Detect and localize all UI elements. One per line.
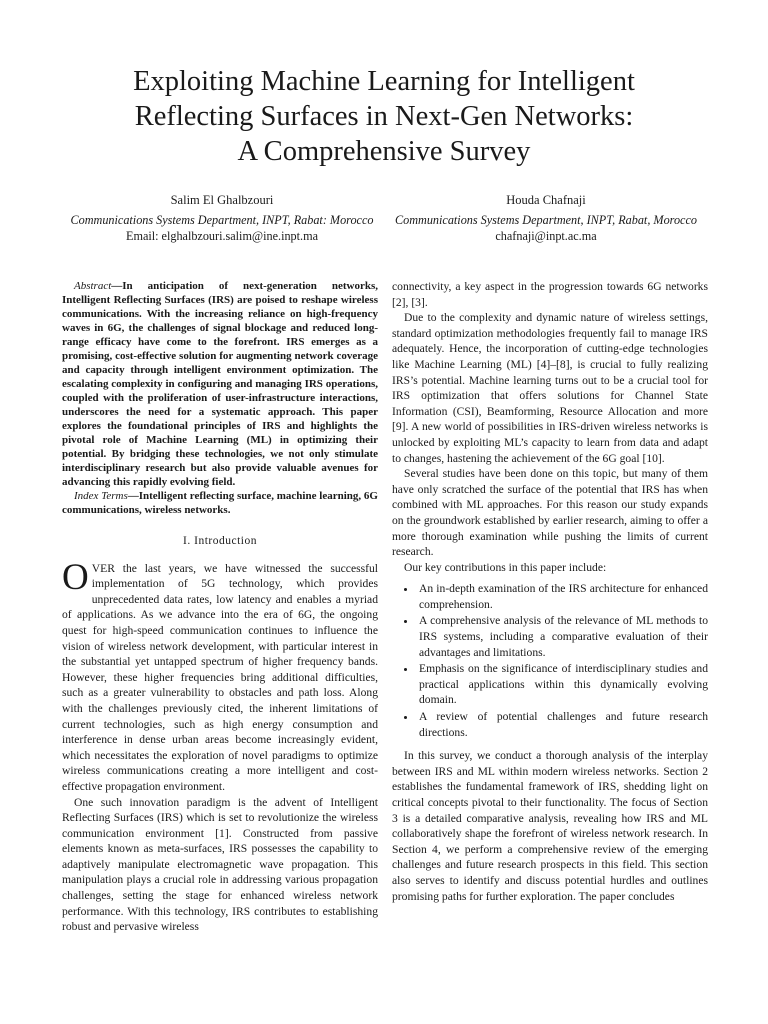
author-block-2 bbox=[384, 192, 708, 244]
intro-paragraph-5: Our key contributions in this paper include: bbox=[404, 560, 607, 574]
paper-title bbox=[0, 64, 768, 169]
contributions-list bbox=[392, 581, 708, 740]
left-column bbox=[62, 279, 378, 935]
author-block-1 bbox=[60, 192, 384, 244]
intro-paragraph-2: One such innovation paradigm is the advent of Intelligent Reflecting Surfaces (IRS) which is set to revolutionize the wireless communication environment [1]. Constructed from passive elements known as meta-surfaces, IRS possesses the capability to adaptively manipulate electromagnetic wave propagation. This manipulation plays a crucial role in addressing various propagation challenges, setting the stage for enhanced wireless network performance. With this technology, IRS contributes to establishing robust and pervasive wireless bbox=[62, 795, 378, 934]
title-line-1: Exploiting Machine Learning for Intelligent bbox=[133, 66, 635, 97]
intro-paragraph-2-continued: connectivity, a key aspect in the progression towards 6G networks [2], [3]. bbox=[392, 280, 708, 309]
abstract bbox=[62, 279, 378, 489]
intro-paragraph-3: Due to the complexity and dynamic nature of wireless settings, standard optimization methodologies frequently fail to manage IRS adequately. Hence, the incorporation of cutting-edge technologies like Machine Learning (ML) [4]–[8], is crucial to fully realizing IRS’s potential. Machine learning turns out to be a crucial tool for IRS optimization that offers solutions for Channel State Information (CSI), Beamforming, Resource Allocation and more [9]. A new world of possibilities in IRS-driven wireless networks is unlocked by exploiting ML’s capacity to learn from data and adapt to changes, hastening the achievement of the 6G goal [10]. bbox=[392, 311, 708, 465]
index-terms-text: —Intelligent reflecting surface, machine learning, 6G communications, wireless networks. bbox=[62, 490, 378, 516]
author-name: Houda Chafnaji bbox=[506, 193, 586, 207]
right-column bbox=[392, 279, 708, 904]
author-email: chafnaji@inpt.ac.ma bbox=[495, 229, 597, 243]
abstract-label: Abstract bbox=[74, 280, 112, 292]
intro-paragraph-1-text: VER the last years, we have witnessed the successful implementation of 5G technology, which provides unprecedented data rates, low latency and enables a myriad of applications. As we advance into the era of 6G, the ongoing quest for high-speed communication continues to influence the vision of wireless network development, with particular interest in the substantial yet untapped spectrum of higher frequency bands. However, these higher frequencies bring additional difficulties, such as a greater vulnerability to obstacles and path loss. Along with the challenges previously cited, the inherent limitations of current technologies, such as high energy consumption and interference in dense urban areas become increasingly evident, which necessitates the exploration of novel paradigms to optimize wireless communications creating a more intelligent and cost-effective propagation environment. bbox=[62, 561, 378, 793]
list-item: • A comprehensive analysis of the relevance of ML methods to IRS systems, including a comparative evaluation of their advantages and limitations. bbox=[417, 613, 708, 660]
author-email: Email: elghalbzouri.salim@ine.inpt.ma bbox=[126, 229, 318, 243]
section-heading: I. Introduction bbox=[183, 535, 257, 547]
index-terms bbox=[62, 489, 378, 517]
author-name: Salim El Ghalbzouri bbox=[170, 193, 274, 207]
title-line-2: Reflecting Surfaces in Next-Gen Networks: bbox=[134, 101, 634, 132]
author-affiliation: Communications Systems Department, INPT, Rabat, Morocco bbox=[395, 213, 697, 227]
list-item: • A review of potential challenges and future research directions. bbox=[417, 709, 708, 740]
author-affiliation: Communications Systems Department, INPT, Rabat: Morocco bbox=[70, 213, 374, 227]
index-terms-label: Index Terms bbox=[74, 490, 128, 502]
intro-paragraph-4: Several studies have been done on this topic, but many of them have only scratched the surface of the potential that IRS has when combined with ML approaches. For this reason our study expands on the groundwork established by earlier research, aiming to offer a more thorough examination while pushing the limits of current research. bbox=[392, 467, 708, 559]
intro-paragraph-1 bbox=[62, 556, 378, 795]
list-item: • An in-depth examination of the IRS architecture for enhanced comprehension. bbox=[417, 581, 708, 612]
list-item: • Emphasis on the significance of interdisciplinary studies and practical applications within this dynamically evolving domain. bbox=[417, 661, 708, 708]
title-line-3: A Comprehensive Survey bbox=[237, 136, 531, 167]
abstract-text: —In anticipation of next-generation networks, Intelligent Reflecting Surfaces (IRS) are poised to reshape wireless communications. With the increasing reliance on high-frequency waves in 6G, the challenges of signal blockage and reduced long-range efficacy have come to the forefront. IRS emerges as a promising, cost-effective solution for augmenting network coverage and capacity through intelligent environment optimization. The escalating complexity in configuring and managing IRS operations, coupled with the proliferation of user-infrastructure interactions, underscores the need for a systematic approach. This paper explores the foundational principles of IRS and highlights the pivotal role of Machine Learning (ML) in optimizing their potential. By bridging these technologies, we not only stimulate interdisciplinary research but also provide valuable avenues for advancing this rapidly evolving field. bbox=[62, 280, 378, 488]
drop-cap: O bbox=[62, 556, 89, 598]
intro-paragraph-6: In this survey, we conduct a thorough analysis of the interplay between IRS and ML within modern wireless networks. Section 2 establishes the fundamental framework of IRS, shedding light on critical concepts pivotal to their functionality. The focus of Section 3 is a detailed comparative analysis, revealing how IRS and ML collaboratively shape the forefront of wireless network research. In Section 4, we perform a comprehensive review of the emerging challenges and future research prospects in this field. This section also serves to identify and discuss potential hurdles and outlines promising paths for further exploration. The paper concludes bbox=[392, 749, 708, 903]
